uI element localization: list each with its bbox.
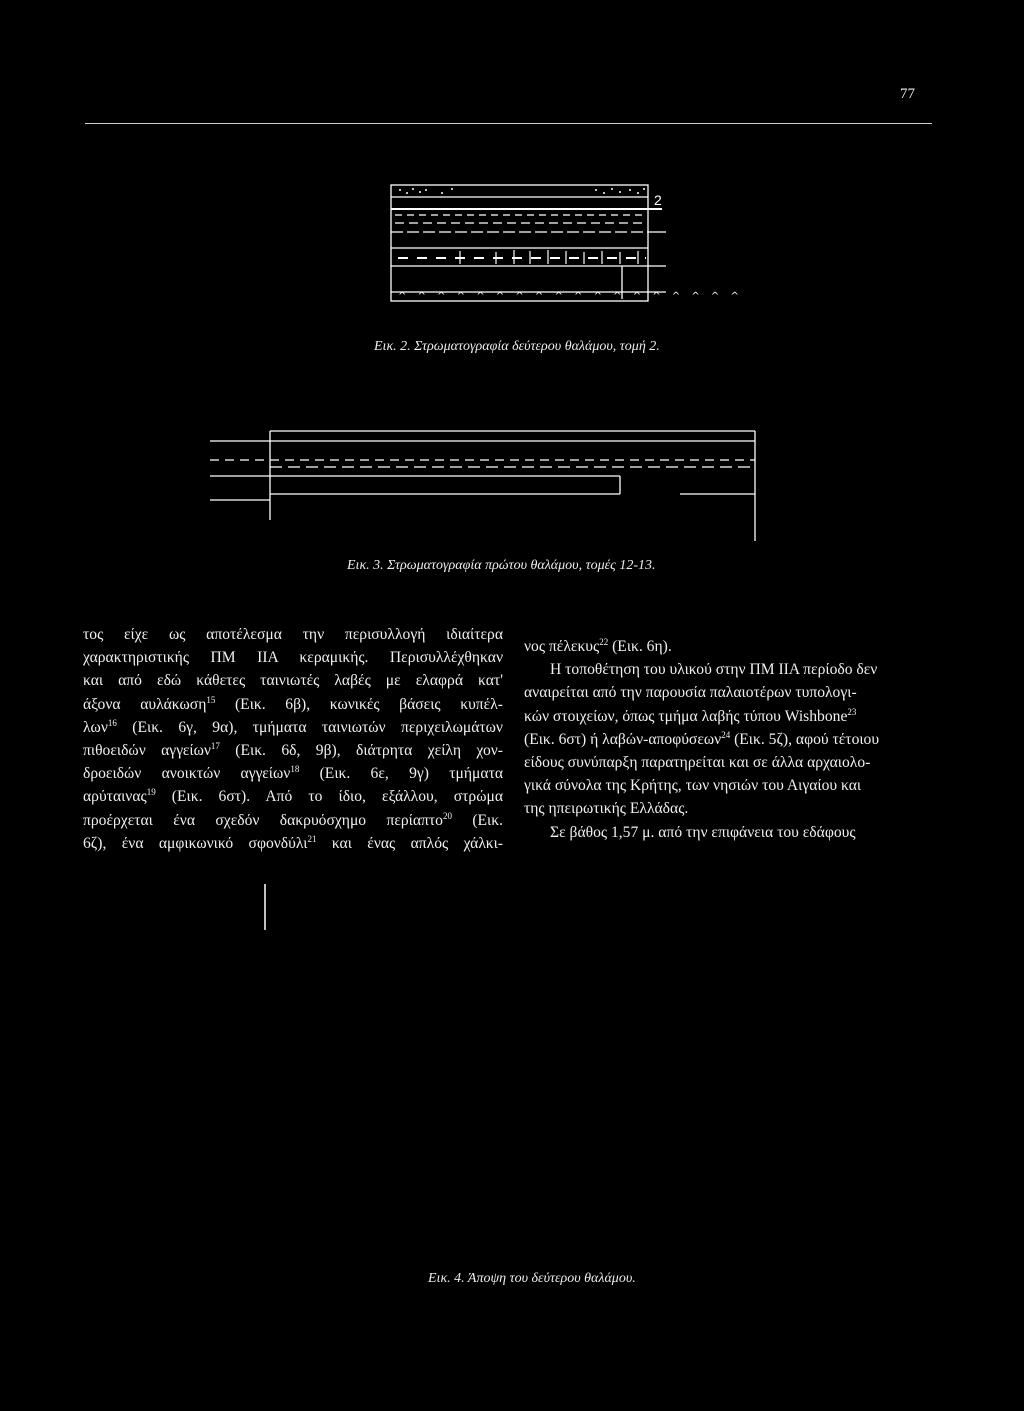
footnote-ref: 19 [146,787,156,798]
text-segment: (Εικ. 6στ). Από το ίδιο, εξάλλου, στρώμα [155,788,503,806]
text-segment: (Εικ. 6στ) ή λαβών-αποφύσεων [524,730,722,748]
text-segment: νος πέλεκυς [524,638,600,655]
text-line [83,832,503,855]
page-number: 77 [900,86,915,102]
fig2-dots [399,188,645,194]
text-segment: προέρχεται ένα σχεδόν δακρυόσχημο περίαπτο [83,811,443,829]
text-segment: (Εικ. 6η). [608,638,672,655]
text-segment: (Εικ. 5ζ), αφού τέτοιου [730,730,880,748]
text-line [83,716,503,739]
text-line [83,739,503,762]
footnote-ref: 16 [107,717,117,728]
text-line [83,785,503,808]
text-line [83,762,503,785]
text-line: είδους συνύπαρξη παρατηρείται και σε άλλα αρχαιολο- [524,754,871,772]
body-text-right-column [524,635,944,844]
text-segment: αρύταινας [83,788,147,806]
text-segment: (Εικ. 6ε, 9γ) τμήματα [299,765,504,783]
footnote-ref: 21 [307,833,317,844]
footnote-ref: 17 [210,741,220,752]
text-line: και από εδώ κάθετες ταινιωτές λαβές με ελαφρά κατ' [83,672,503,690]
text-line: Σε βάθος 1,57 μ. από την επιφάνεια του εδάφους [550,823,856,841]
text-segment: (Εικ. [451,811,503,829]
text-segment: (Εικ. 6γ, 9α), τμήματα ταινιωτών περιχειλωμάτων [116,718,503,736]
text-segment: λων [83,718,108,736]
text-segment: (Εικ. 6δ, 9β), διάτρητα χείλη χον- [219,742,504,760]
footnote-ref: 23 [847,706,857,717]
footnote-ref: 18 [290,764,300,775]
figure-4-caption: Εικ. 4. Άποψη του δεύτερου θαλάμου. [428,1271,636,1286]
text-segment: 6ζ), ένα αμφικωνικό σφονδύλι [83,834,308,852]
text-line [524,705,944,728]
footnote-ref: 20 [442,810,452,821]
text-segment: και ένας απλός χάλκι- [316,834,504,852]
text-segment: πιθοειδών αγγείων [83,742,211,760]
text-segment: δροειδών ανοικτών αγγείων [83,765,291,783]
figure-3-drawing [210,431,755,541]
footnote-ref: 24 [721,729,731,740]
text-line: χαρακτηριστικής ΠΜ ΙΙΑ κεραμικής. Περισυλλέχθηκαν [83,649,503,667]
text-line: Η τοποθέτηση του υλικού στην ΠΜ ΙΙΑ περίοδο δεν [550,661,878,679]
body-text-left-column [83,623,503,855]
fig2-frame [391,185,648,301]
figure-3-caption: Εικ. 3. Στρωματογραφία πρώτου θαλάμου, τομές 12-13. [347,558,656,573]
text-line: τος είχε ως αποτέλεσμα την περισυλλογή ιδιαίτερα [83,626,503,643]
text-segment: κών στοιχείων, όπως τμήμα λαβής τύπου Wishbone [524,707,848,725]
text-line [524,728,944,751]
text-segment: (Εικ. 6β), κωνικές βάσεις κυπέλ- [215,695,503,713]
figure-2-caption: Εικ. 2. Στρωματογραφία δεύτερου θαλάμου, τομή 2. [374,339,660,354]
text-line [524,635,944,658]
text-line [83,809,503,832]
text-line: γικά σύνολα της Κρήτης, των νησιών του Αιγαίου και [524,777,862,795]
footnote-ref: 15 [206,694,216,705]
text-line: της ηπειρωτικής Ελλάδας. [524,800,689,818]
fig2-section-label: 2 [654,192,662,208]
text-line: αναιρείται από την παρουσία παλαιοτέρων τυπολογι- [524,684,857,702]
text-segment: άξονα αυλάκωση [83,695,207,713]
footnote-ref: 22 [599,637,609,647]
text-line [83,693,503,716]
fig2-bedrock-marks: ^ ^ ^ ^ ^ ^ ^ ^ ^ ^ ^ ^ ^ ^ ^ ^ ^ ^ [398,291,743,302]
